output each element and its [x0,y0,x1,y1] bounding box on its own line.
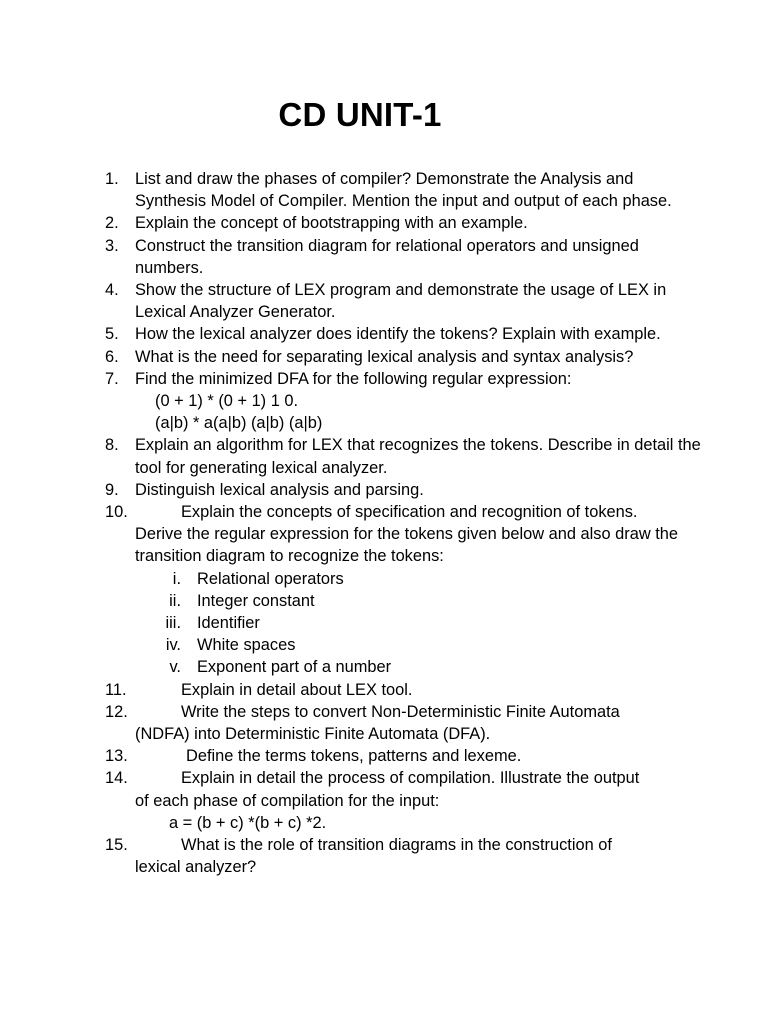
list-item-text: Exponent part of a number [197,658,392,677]
input-expression: a = (b + c) *(b + c) *2. [169,813,327,832]
roman-numeral: iii. [165,614,181,633]
question-8 [105,434,705,478]
question-number: 13. [105,747,128,766]
question-number: 7. [105,369,119,388]
list-item-text: White spaces [197,636,296,655]
question-number: 5. [105,325,119,344]
list-item [135,656,705,678]
question-text: Explain the concept of bootstrapping with an example. [135,214,528,233]
question-14 [105,767,705,834]
question-text: List and draw the phases of compiler? Demonstrate the Analysis and Synthesis Model of Compiler. Mention the input and output of each phase. [135,170,672,211]
question-text: Explain an algorithm for LEX that recognizes the tokens. Describe in detail the tool for generating lexical analyzer. [135,436,701,477]
question-text-continued: (NDFA) into Deterministic Finite Automata (DFA). [135,725,491,744]
question-number: 12. [105,702,128,721]
question-number: 8. [105,436,119,455]
roman-numeral: iv. [165,636,181,655]
regular-expression: (a|b) * a(a|b) (a|b) (a|b) [155,414,323,433]
question-12 [105,701,705,745]
page-title: CD UNIT-1 [278,96,442,133]
question-number: 14. [105,769,128,788]
question-7 [105,368,705,435]
question-6 [105,346,705,368]
question-13 [105,745,705,767]
question-text: Explain the concepts of specification and recognition of tokens. [181,503,638,522]
question-text: Show the structure of LEX program and demonstrate the usage of LEX in Lexical Analyzer Generator. [135,281,667,322]
list-item [135,612,705,634]
list-item [135,568,705,590]
question-number: 1. [105,170,119,188]
question-10 [105,501,705,679]
list-item-text: Integer constant [197,591,315,610]
question-text: What is the role of transition diagrams in the construction of [181,836,612,855]
question-text: Explain in detail about LEX tool. [181,680,413,699]
list-item-text: Relational operators [197,569,344,588]
question-11 [105,679,705,701]
question-text-continued: of each phase of compilation for the input: [135,791,440,810]
question-text: Distinguish lexical analysis and parsing. [135,480,424,499]
question-text: Construct the transition diagram for relational operators and unsigned numbers. [135,236,639,277]
question-text: Explain in detail the process of compilation. Illustrate the output [181,769,640,788]
question-number: 9. [105,480,119,499]
question-text: How the lexical analyzer does identify the tokens? Explain with example. [135,325,661,344]
question-2 [105,212,705,234]
question-number: 15. [105,836,128,855]
question-number: 2. [105,214,119,233]
roman-numeral: i. [172,569,181,588]
question-text-continued: lexical analyzer? [135,858,257,877]
question-text-continued: Derive the regular expression for the tokens given below and also draw the transition diagram to recognize the tokens: [135,525,679,566]
list-item [135,634,705,656]
roman-numeral: v. [169,658,181,677]
question-4 [105,279,705,323]
question-9 [105,479,705,501]
question-number: 6. [105,347,119,366]
question-list [105,168,705,879]
list-item [135,590,705,612]
question-number: 3. [105,236,119,255]
question-text: Find the minimized DFA for the following regular expression: [135,369,572,388]
question-5 [105,323,705,345]
question-number: 4. [105,281,119,300]
question-15 [105,834,705,878]
question-number: 10. [105,503,128,522]
question-text: Define the terms tokens, patterns and lexeme. [186,747,522,766]
question-1 [105,168,705,212]
list-item-text: Identifier [197,614,260,633]
question-text: Write the steps to convert Non-Deterministic Finite Automata [181,702,620,721]
roman-numeral: ii. [169,591,181,610]
regular-expression: (0 + 1) * (0 + 1) 1 0. [155,392,299,411]
question-3 [105,235,705,279]
question-number: 11. [105,680,127,699]
question-text: What is the need for separating lexical analysis and syntax analysis? [135,347,634,366]
